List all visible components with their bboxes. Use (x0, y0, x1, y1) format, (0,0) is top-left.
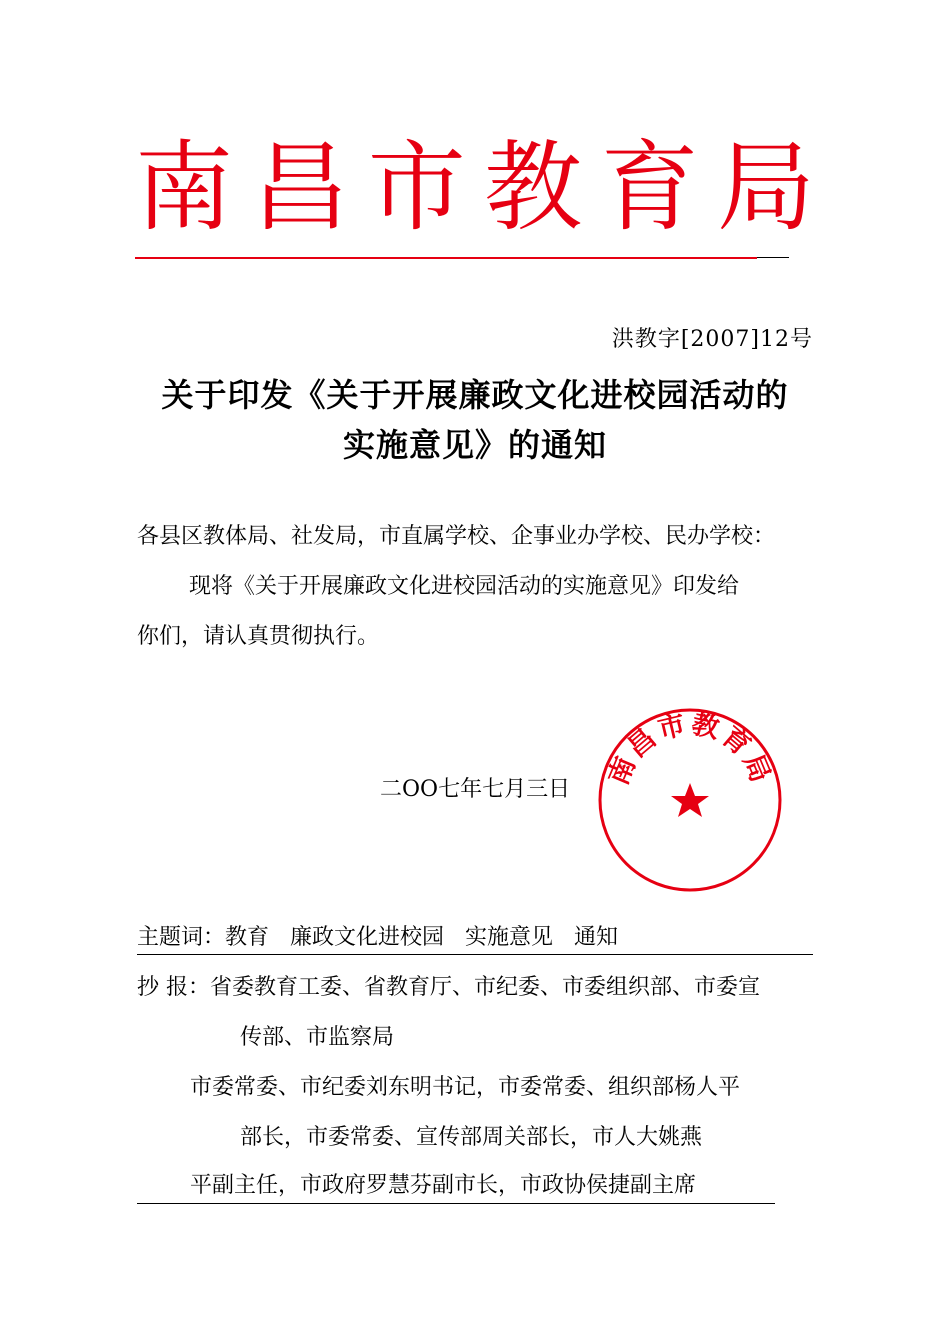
masthead-char: 市 (367, 131, 466, 245)
masthead-char: 教 (484, 131, 583, 245)
document-title-line-2: 实施意见》的通知 (342, 426, 607, 464)
masthead (135, 128, 815, 248)
masthead-char: 昌 (251, 131, 350, 245)
masthead-char: 局 (716, 131, 815, 245)
cc-line-4: 部长，市委常委、宣传部周关部长，市人大姚燕 (240, 1125, 703, 1150)
masthead-black-rule (757, 257, 789, 258)
masthead-red-rule (135, 257, 757, 259)
svg-text:南昌市教育局 (603, 709, 777, 790)
recipients: 各县区教体局、社发局，市直属学校、企事业办学校、民办学校： (137, 524, 776, 549)
cc-line-5: 平副主任，市政府罗慧芬副市长，市政协侯捷副主席 (137, 1168, 775, 1204)
masthead-char: 育 (600, 131, 699, 245)
document-title-line-1: 关于印发《关于开展廉政文化进校园活动的 (161, 376, 789, 414)
cc-line-2: 传部、市监察局 (240, 1025, 395, 1050)
cc-line-1: 抄 报：省委教育工委、省教育厅、市纪委、市委组织部、市委宣 (137, 975, 760, 1000)
seal-text: 南昌市教育局 (603, 708, 777, 790)
cc-line-3: 市委常委、市纪委刘东明书记，市委常委、组织部杨人平 (190, 1075, 741, 1100)
body-paragraph-line-1: 现将《关于开展廉政文化进校园活动的实施意见》印发给 (189, 574, 740, 599)
keywords: 主题词：教育 廉政文化进校园 实施意见 通知 (137, 920, 813, 955)
star-icon (671, 783, 709, 817)
issue-date: 二OO七年七月三日 (380, 777, 571, 802)
body-paragraph-line-2: 你们，请认真贯彻执行。 (137, 624, 380, 649)
official-seal (595, 705, 785, 895)
document-number: 洪教字[2007]12号 (611, 327, 813, 352)
masthead-char: 南 (135, 131, 234, 245)
